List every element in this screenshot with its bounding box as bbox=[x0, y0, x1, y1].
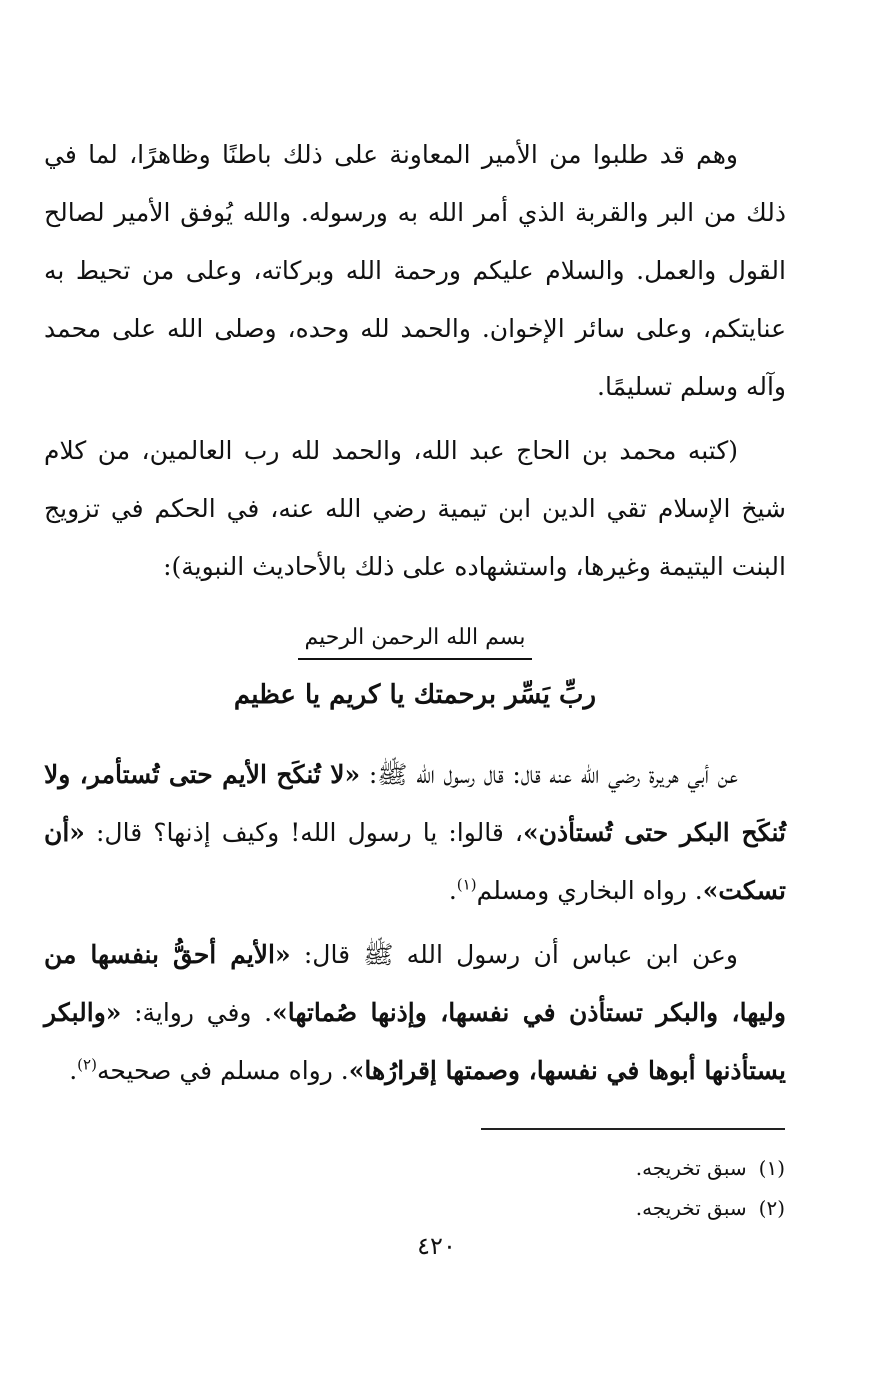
paragraph-hadith-ibn-abbas bbox=[44, 926, 786, 1100]
footnote-ref-1: (١) bbox=[456, 875, 477, 894]
page-number: ٤٢٠ bbox=[417, 1232, 456, 1260]
hadith2-middle: . وفي رواية: bbox=[121, 998, 273, 1027]
hadith1-final: . bbox=[448, 876, 457, 905]
paragraph-author-note: (كتبه محمد بن الحاج عبد الله، والحمد لله رب العالمين، من كلام شيخ الإسلام تقي الدين ابن تيمية رضي الله عنه، في الحكم في تزويج البنت اليتيمة وغيرها، واستشهاده على ذلك بالأحاديث النبوية): bbox=[44, 436, 786, 581]
footnote-separator bbox=[481, 1128, 785, 1130]
basmala-text: بسم الله الرحمن الرحيم bbox=[298, 620, 531, 660]
footnotes bbox=[185, 1148, 785, 1228]
footnote-ref-2: (٢) bbox=[77, 1055, 97, 1074]
hadith1-answer: «أن تسكت» bbox=[44, 818, 786, 905]
footnote-1 bbox=[185, 1148, 785, 1188]
hadith1-quote: «لا تُنكَح الأيم حتى تُستأمر، ولا تُنكَح البكر حتى تُستأذن» bbox=[44, 760, 787, 847]
page-body bbox=[44, 126, 786, 1104]
hadith1-intro: عن أبي هريرة رضي الله عنه قال: قال رسول الله ﷺ: bbox=[360, 760, 738, 789]
footnote-2-text: سبق تخريجه. bbox=[635, 1196, 747, 1220]
hadith1-middle: ، قالوا: يا رسول الله! وكيف إذنها؟ قال: bbox=[84, 818, 523, 847]
dua-heading: ربِّ يَسِّر برحمتك يا كريم يا عظيم bbox=[233, 680, 597, 710]
hadith2-ending: . رواه مسلم في صحيحه bbox=[96, 1056, 349, 1085]
footnote-2 bbox=[185, 1188, 785, 1228]
paragraph-hadith-abu-hurayra bbox=[44, 746, 786, 920]
footnote-2-number: (٢) bbox=[758, 1196, 785, 1220]
hadith2-final: . bbox=[69, 1056, 78, 1085]
footnote-1-number: (١) bbox=[758, 1156, 785, 1180]
hadith2-quote: «الأيم أحقُّ بنفسها من وليها، والبكر تستأذن في نفسها، وإذنها صُماتها» bbox=[44, 940, 786, 1027]
basmala-heading bbox=[44, 620, 786, 660]
hadith1-ending: . رواه البخاري ومسلم bbox=[476, 876, 703, 905]
footnote-1-text: سبق تخريجه. bbox=[635, 1156, 747, 1180]
paragraph-closing-letter: وهم قد طلبوا من الأمير المعاونة على ذلك باطنًا وظاهرًا، لما في ذلك من البر والقربة الذي أمر الله به ورسوله. والله يُوفق الأمير لصالح القول والعمل. والسلام عليكم ورحمة الله وبركاته، وعلى من تحيط به عنايتكم، وعلى سائر الإخوان. والحمد لله وحده، وصلى الله على محمد وآله وسلم تسليمًا. bbox=[44, 140, 786, 401]
hadith2-intro: وعن ابن عباس أن رسول الله ﷺ قال: bbox=[290, 940, 738, 969]
hadith2-quote2: «والبكر يستأذنها أبوها في نفسها، وصمتها إقرارُها» bbox=[44, 998, 786, 1085]
